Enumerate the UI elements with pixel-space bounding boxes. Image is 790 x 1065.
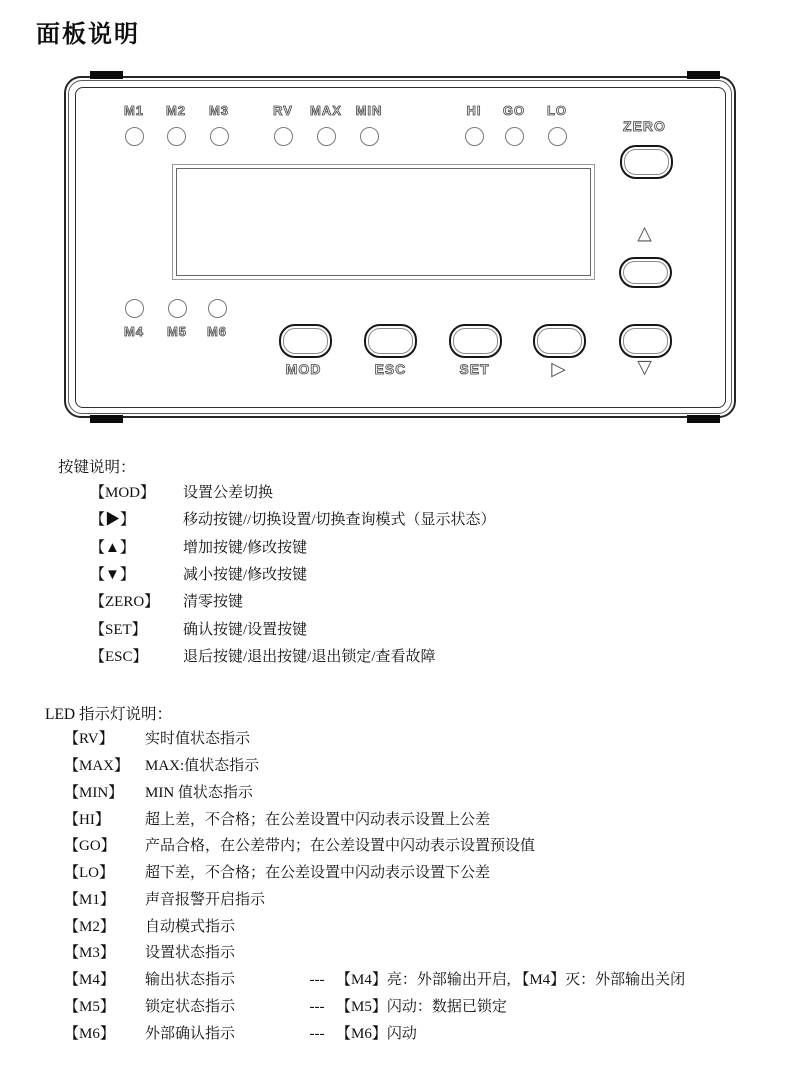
led-m5 <box>155 299 199 339</box>
zero-button-label: ZERO <box>623 118 666 134</box>
esc-button-label: ESC <box>374 361 407 377</box>
up-arrow-icon: △ <box>637 222 652 244</box>
key-item-desc: 确认按键/设置按键 <box>183 622 308 638</box>
led-go-indicator-icon <box>505 127 524 146</box>
mount-tab-bottom-left <box>90 415 123 423</box>
led-m1 <box>112 102 156 146</box>
led-item-hi <box>64 811 490 830</box>
led-item-key: 【M2】 <box>64 919 115 935</box>
led-item-desc: MAX:值状态指示 <box>145 758 260 774</box>
led-min <box>347 102 391 146</box>
key-item-esc <box>90 648 436 667</box>
led-item-desc: 超下差，不合格；在公差设置中闪动表示设置下公差 <box>145 865 491 881</box>
led-item-key: 【LO】 <box>64 865 114 881</box>
set-button <box>449 324 502 358</box>
led-item-m5 <box>64 998 507 1017</box>
led-item-key: 【M4】 <box>64 972 115 988</box>
esc-button <box>364 324 417 358</box>
key-section-heading: 按键说明： <box>58 459 136 476</box>
mount-tab-top-left <box>90 71 123 79</box>
led-item-extra: 【M5】闪动：数据已锁定 <box>336 999 507 1015</box>
key-item-desc: 增加按键/修改按键 <box>183 540 308 556</box>
led-lo <box>535 102 579 146</box>
led-item-min <box>64 784 298 803</box>
led-hi-label: HI <box>466 103 482 118</box>
page-title: 面板说明 <box>36 21 140 48</box>
led-m4 <box>112 299 156 339</box>
down-button-face <box>623 328 669 355</box>
right-button <box>533 324 586 358</box>
lcd-display-inner <box>176 168 592 277</box>
led-go-label: GO <box>502 103 526 118</box>
led-item-desc: 超上差，不合格；在公差设置中闪动表示设置上公差 <box>145 812 491 828</box>
led-m6 <box>195 299 239 339</box>
led-go <box>492 102 536 146</box>
right-button-face <box>537 328 583 355</box>
key-item-desc: 退后按键/退出按键/退出锁定/查看故障 <box>183 649 436 665</box>
led-max-indicator-icon <box>317 127 336 146</box>
key-item-mod <box>90 484 273 503</box>
key-item-right <box>90 511 496 530</box>
led-item-key: 【MIN】 <box>64 785 124 801</box>
led-item-desc: 声音报警开启指示 <box>145 892 266 908</box>
down-arrow-icon: ▽ <box>637 356 652 378</box>
led-m3 <box>197 102 241 146</box>
led-item-m1 <box>64 891 298 910</box>
key-item-set <box>90 621 307 640</box>
led-item-m2 <box>64 918 298 937</box>
led-item-key: 【M1】 <box>64 892 115 908</box>
led-m2-label: M2 <box>165 103 187 118</box>
zero-button <box>620 145 673 179</box>
led-item-desc: 实时值状态指示 <box>145 731 251 747</box>
led-rv-label: RV <box>273 103 293 118</box>
mount-tab-bottom-right <box>687 415 720 423</box>
key-item-key: 【ZERO】 <box>90 594 160 610</box>
led-section-heading: LED 指示灯说明： <box>45 706 173 723</box>
mount-tab-top-right <box>687 71 720 79</box>
led-item-desc: 自动模式指示 <box>145 919 236 935</box>
led-m2 <box>154 102 198 146</box>
led-item-key: 【RV】 <box>64 731 114 747</box>
key-item-key: 【SET】 <box>90 622 147 638</box>
up-button-face <box>623 261 669 285</box>
set-button-face <box>453 328 499 355</box>
led-item-desc: 外部确认指示 <box>145 1026 236 1042</box>
led-item-key: 【GO】 <box>64 838 116 854</box>
up-button <box>619 257 672 288</box>
led-item-key: 【M5】 <box>64 999 115 1015</box>
led-item-separator: --- <box>309 999 325 1015</box>
led-item-key: 【M6】 <box>64 1026 115 1042</box>
led-item-desc: 设置状态指示 <box>145 945 236 961</box>
led-item-extra: 【M6】闪动 <box>336 1026 417 1042</box>
led-m1-indicator-icon <box>125 127 144 146</box>
led-rv <box>261 102 305 146</box>
device-panel-drawing <box>64 76 736 418</box>
led-m6-label: M6 <box>206 324 228 339</box>
key-item-key: 【▶】 <box>90 512 136 528</box>
mod-button-face <box>283 328 329 355</box>
led-lo-indicator-icon <box>548 127 567 146</box>
led-item-m3 <box>64 944 298 963</box>
key-item-desc: 设置公差切换 <box>183 485 274 501</box>
esc-button-face <box>368 328 414 355</box>
key-item-key: 【ESC】 <box>90 649 148 665</box>
led-item-rv <box>64 730 298 749</box>
led-m5-indicator-icon <box>168 299 187 318</box>
led-item-m6 <box>64 1025 417 1044</box>
mod-button <box>279 324 332 358</box>
led-m4-indicator-icon <box>125 299 144 318</box>
lcd-display <box>172 164 595 280</box>
key-item-up <box>90 539 307 558</box>
led-item-key: 【M3】 <box>64 945 115 961</box>
led-item-separator: --- <box>309 972 325 988</box>
led-item-max <box>64 757 298 776</box>
led-item-separator: --- <box>309 1026 325 1042</box>
led-item-desc: 锁定状态指示 <box>145 999 236 1015</box>
led-item-extra: 【M4】亮：外部输出开启, 【M4】灭：外部输出关闭 <box>336 972 686 988</box>
key-item-desc: 清零按键 <box>183 594 244 610</box>
key-item-key: 【▼】 <box>90 567 135 583</box>
key-item-key: 【▲】 <box>90 540 135 556</box>
key-item-zero <box>90 593 243 612</box>
led-item-key: 【HI】 <box>64 812 110 828</box>
led-max <box>304 102 348 146</box>
down-button <box>619 324 672 358</box>
led-m3-label: M3 <box>208 103 230 118</box>
led-item-m4 <box>64 971 685 990</box>
led-min-indicator-icon <box>360 127 379 146</box>
led-item-desc: 产品合格，在公差带内；在公差设置中闪动表示设置预设值 <box>145 838 536 854</box>
led-min-label: MIN <box>355 103 383 118</box>
led-rv-indicator-icon <box>274 127 293 146</box>
led-item-desc: MIN 值状态指示 <box>145 785 253 801</box>
key-item-desc: 减小按键/修改按键 <box>183 567 308 583</box>
led-hi <box>452 102 496 146</box>
led-hi-indicator-icon <box>465 127 484 146</box>
right-arrow-icon: ▷ <box>551 358 566 380</box>
zero-button-face <box>624 149 670 176</box>
led-m6-indicator-icon <box>208 299 227 318</box>
led-m4-label: M4 <box>123 324 145 339</box>
led-item-lo <box>64 864 490 883</box>
led-lo-label: LO <box>546 103 568 118</box>
led-item-go <box>64 837 535 856</box>
led-m1-label: M1 <box>123 103 145 118</box>
mod-button-label: MOD <box>285 361 322 377</box>
led-m3-indicator-icon <box>210 127 229 146</box>
key-item-key: 【MOD】 <box>90 485 156 501</box>
key-item-desc: 移动按键//切换设置/切换查询模式（显示状态） <box>183 512 496 528</box>
key-item-down <box>90 566 307 585</box>
led-max-label: MAX <box>310 103 342 118</box>
set-button-label: SET <box>459 361 490 377</box>
led-item-key: 【MAX】 <box>64 758 130 774</box>
led-m5-label: M5 <box>166 324 188 339</box>
led-m2-indicator-icon <box>167 127 186 146</box>
led-item-desc: 输出状态指示 <box>145 972 236 988</box>
